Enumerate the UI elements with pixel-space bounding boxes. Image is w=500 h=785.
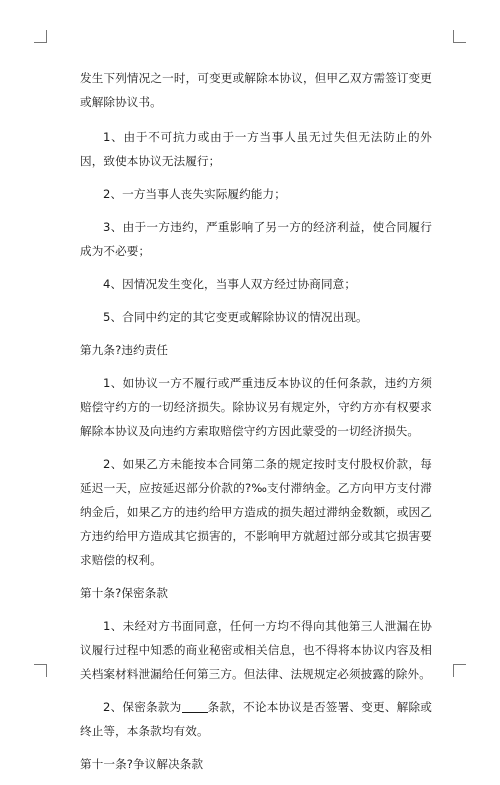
list-item-other-conditions: 5、合同中约定的其它变更或解除协议的情况出现。: [103, 310, 368, 324]
paragraph-liability-2: 2、如果乙方未能按本合同第二条的规定按时支付股权价款，每延迟一天，应按延迟部分价款的?‰支付滞纳金。乙方向甲方支付滞纳金后，如果乙方的违约给甲方造成的损失超过滞纳金数额，或因乙方违约给甲方造成其它损害的，不影响甲方就超过部分或其它损害要求赔偿的权利。: [80, 457, 432, 567]
paragraph-change-conditions: 发生下列情况之一时，可变更或解除本协议，但甲乙双方需签订变更或解除协议书。: [80, 71, 432, 109]
section-heading-dispute: 第十一条?争议解决条款: [80, 757, 204, 771]
paragraph-liability-1: 1、如协议一方不履行或严重违反本协议的任何条款，违约方须赔偿守约方的一切经济损失。除协议另有规定外，守约方亦有权要求解除本协议及向违约方索取赔偿守约方因此蒙受的一切经济损失。: [80, 376, 432, 438]
confidentiality-text-before-blank: 2、保密条款为: [103, 700, 182, 714]
page-corner-mark-top-left: [34, 30, 47, 43]
page-corner-mark-bottom-right: [453, 664, 466, 677]
section-heading-confidentiality: 第十条?保密条款: [80, 586, 169, 600]
list-item-force-majeure: 1、由于不可抗力或由于一方当事人虽无过失但无法防止的外因，致使本协议无法履行；: [80, 130, 432, 168]
document-page: [80, 66, 432, 785]
paragraph-confidentiality-2: [80, 695, 432, 743]
page-corner-mark-top-right: [453, 30, 466, 43]
section-heading-liability: 第九条?违约责任: [80, 343, 169, 357]
list-item-mutual-agreement: 4、因情况发生变化，当事人双方经过协商同意；: [103, 277, 357, 291]
confidentiality-text-after-blank: 条款，不论本协议是否签署、变更、解除或终止等，本条款均有效。: [80, 700, 433, 738]
list-item-breach: 3、由于一方违约，严重影响了另一方的经济利益，使合同履行成为不必要；: [80, 220, 432, 258]
page-corner-mark-bottom-left: [34, 664, 47, 677]
list-item-incapacity: 2、一方当事人丧失实际履约能力；: [103, 187, 286, 201]
paragraph-confidentiality-1: 1、未经对方书面同意，任何一方均不得向其他第三人泄漏在协议履行过程中知悉的商业秘密或相关信息，也不得将本协议内容及相关档案材料泄漏给任何第三方。但法律、法规规定必须披露的除外。: [80, 619, 432, 681]
